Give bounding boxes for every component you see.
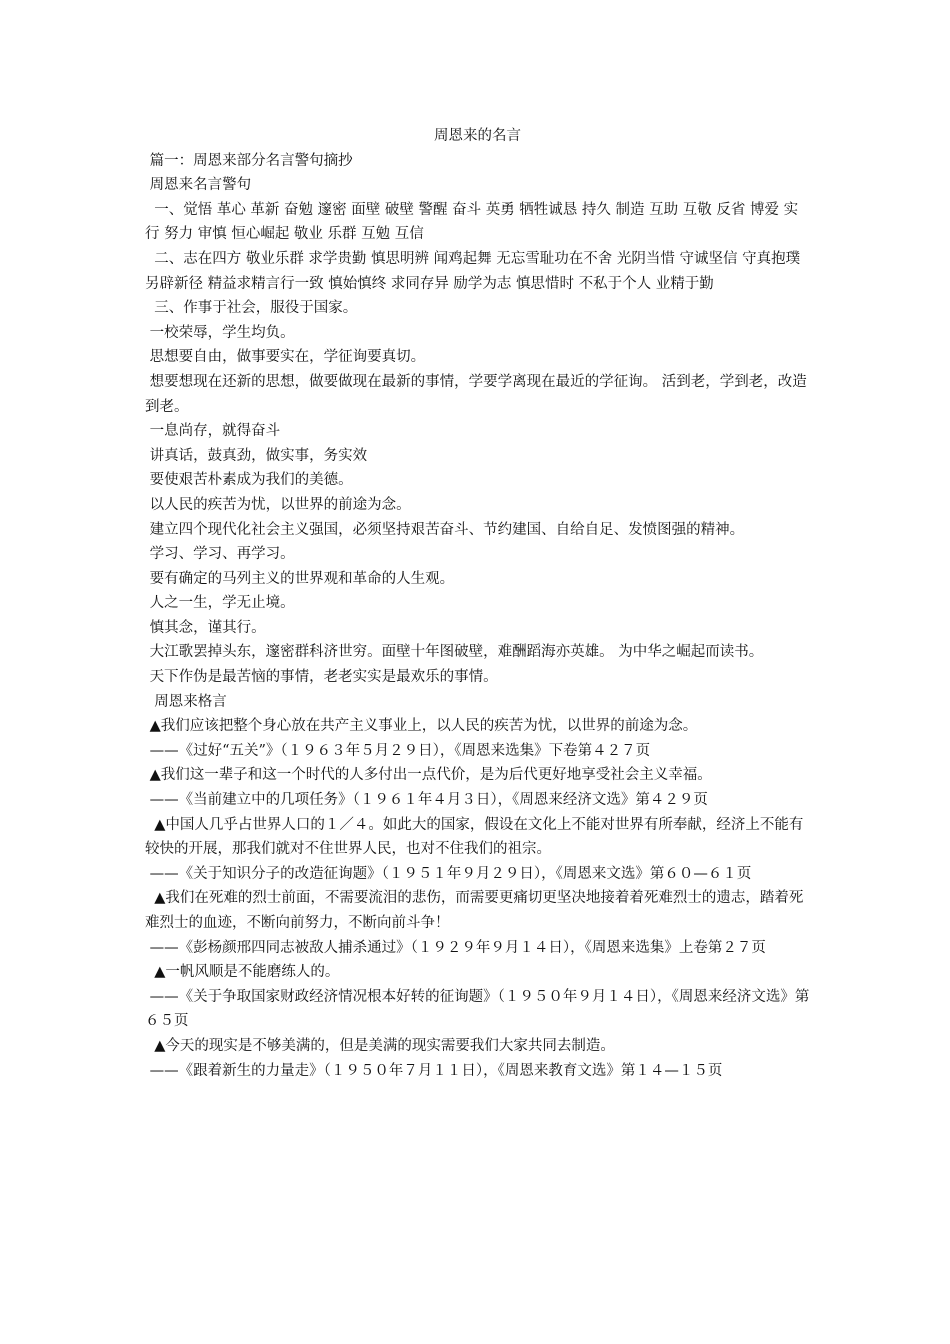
text-line: 要有确定的马列主义的世界观和革命的人生观。 [145, 570, 455, 587]
text-line: 讲真话，鼓真劲，做实事，务实效 [145, 447, 368, 464]
text-line: 篇一：周恩来部分名言警句摘抄 [145, 152, 353, 169]
text-line: ——《彭杨颜邢四同志被敌人捕杀通过》（１９２９年９月１４日），《周恩来选集》上卷第２７页 [145, 939, 766, 956]
text-line: 思想要自由，做事要实在，学征询要真切。 [145, 349, 426, 366]
text-line: 天下作伪是最苦恼的事情，老老实实是最欢乐的事情。 [145, 669, 498, 686]
text-line: 一息尚存，就得奋斗 [145, 423, 281, 440]
text-line: 周恩来名言警句 [145, 177, 252, 194]
text-line: ▲今天的现实是不够美满的，但是美满的现实需要我们大家共同去制造。 [145, 1037, 615, 1054]
text-line: 学习、学习、再学习。 [145, 546, 295, 563]
text-line: 一校荣辱，学生均负。 [145, 324, 295, 341]
document-title: 周恩来的名言 [434, 128, 521, 144]
text-line: ▲一帆风顺是不能磨练人的。 [145, 964, 340, 981]
text-line: ——《过好“五关”》（１９６３年５月２９日），《周恩来选集》下卷第４２７页 [145, 742, 651, 759]
text-line: 想要想现在还新的思想，做要做现在最新的事情，学要学离现在最近的学征询。 活到老，学到老，改造到老。 [145, 373, 807, 415]
text-line: ——《当前建立中的几项任务》（１９６１年４月３日），《周恩来经济文选》第４２９页 [145, 792, 708, 809]
text-line: ——《跟着新生的力量走》（１９５０年７月１１日），《周恩来教育文选》第１４—１５页 [145, 1062, 723, 1079]
text-line: ——《关于知识分子的改造征询题》（１９５１年９月２９日），《周恩来文选》第６０—６１页 [145, 865, 752, 882]
text-line: 以人民的疾苦为忧，以世界的前途为念。 [145, 496, 411, 513]
text-line: 人之一生，学无止境。 [145, 595, 295, 612]
text-line: ——《关于争取国家财政经济情况根本好转的征询题》（１９５０年９月１４日），《周恩来经济文选》第６５页 [145, 988, 810, 1030]
text-line: 大江歌罢掉头东，邃密群科济世穷。面壁十年图破壁，难酬蹈海亦英雄。 为中华之崛起而读书。 [145, 644, 764, 661]
text-line: 三、作事于社会，服役于国家。 [145, 300, 358, 317]
text-line: ▲我们应该把整个身心放在共产主义事业上，以人民的疾苦为忧，以世界的前途为念。 [145, 718, 698, 735]
text-line: ▲中国人几乎占世界人口的１／４。如此大的国家，假设在文化上不能对世界有所奉献，经济上不能有较快的开展，那我们就对不住世界人民，也对不住我们的祖宗。 [145, 816, 804, 858]
text-line: 周恩来格言 [145, 693, 227, 710]
text-line: ▲我们在死难的烈士前面，不需要流泪的悲伤，而需要更痛切更坚决地接着着死难烈士的遗志，踏着死难烈士的血迹，不断向前努力，不断向前斗争！ [145, 890, 804, 931]
text-line: ▲我们这一辈子和这一个时代的人多付出一点代价，是为后代更好地享受社会主义幸福。 [145, 767, 712, 784]
text-line: 要使艰苦朴素成为我们的美德。 [145, 472, 353, 489]
text-line: 慎其念，谨其行。 [145, 619, 266, 636]
text-line: 二、志在四方 敬业乐群 求学贵勤 慎思明辨 闻鸡起舞 无忘雪耻功在不舍 光阴当惜 守诚坚信 守真抱璞 另辟新径 精益求精言行一致 慎始慎终 求同存异 励学为志 慎思惜时 不私于个人 业精于勤 [145, 250, 805, 292]
text-line: 一、觉悟 革心 革新 奋勉 邃密 面壁 破壁 警醒 奋斗 英勇 牺牲诚恳 持久 制造 互助 互敬 反省 博爱 实行 努力 审慎 恒心崛起 敬业 乐群 互勉 互信 [145, 201, 799, 243]
text-line: 建立四个现代化社会主义强国，必须坚持艰苦奋斗、节约建国、自给自足、发愤图强的精神。 [145, 521, 745, 538]
document-page [145, 124, 810, 1083]
